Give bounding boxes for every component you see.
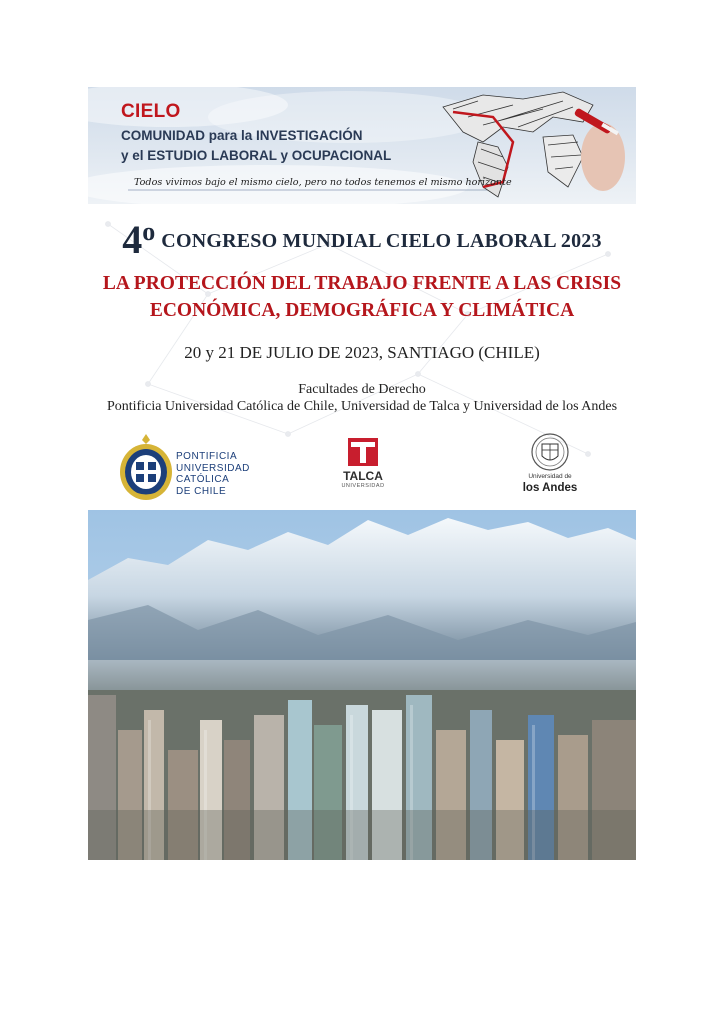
cielo-brand: CIELO (121, 101, 181, 122)
subtitle-line-2: ECONÓMICA, DEMOGRÁFICA Y CLIMÁTICA (149, 300, 575, 321)
puc-name-line: PONTIFICIA (176, 451, 238, 462)
andes-logo (520, 432, 580, 498)
andes-subtitle: Universidad de (528, 473, 572, 480)
talca-name: TALCA (343, 469, 383, 483)
talca-subtitle: UNIVERSIDAD (341, 483, 385, 489)
santiago-skyline-photo (88, 510, 636, 860)
puc-name (176, 451, 250, 497)
talca-emblem-icon (336, 436, 390, 470)
skyline-illustration (88, 510, 636, 860)
puc-name-line: DE CHILE (176, 485, 227, 497)
edition-number (122, 217, 155, 262)
title-text: CONGRESO MUNDIAL CIELO LABORAL 2023 (161, 230, 602, 252)
faculties-universities: Pontificia Universidad Católica de Chile, Universidad de Talca y Universidad de los Andes (106, 399, 618, 414)
banner-line-1: COMUNIDAD para la INVESTIGACIÓN (121, 128, 363, 143)
subtitle-line-1: LA PROTECCIÓN DEL TRABAJO FRENTE A LAS CRISIS (102, 273, 622, 294)
puc-name-line: CATÓLICA (176, 474, 230, 485)
andes-seal-icon (520, 432, 580, 472)
puc-logo (118, 430, 278, 502)
puc-name-line: UNIVERSIDAD (176, 462, 250, 474)
andes-name: los Andes (522, 482, 578, 494)
faculties-heading: Facultades de Derecho (298, 382, 426, 397)
event-dates: 20 y 21 DE JULIO DE 2023, SANTIAGO (CHILE) (184, 343, 540, 362)
banner-line-2: y el ESTUDIO LABORAL y OCUPACIONAL (121, 148, 392, 163)
congress-title (0, 216, 724, 263)
edition-ordinal: o (142, 217, 156, 246)
puc-seal-icon (118, 430, 174, 502)
edition-digit: 4 (122, 217, 143, 262)
banner-motto: Todos vivimos bajo el mismo cielo, pero no todos tenemos el mismo horizonte (134, 177, 512, 188)
header-banner (88, 87, 636, 204)
talca-logo (336, 436, 390, 496)
